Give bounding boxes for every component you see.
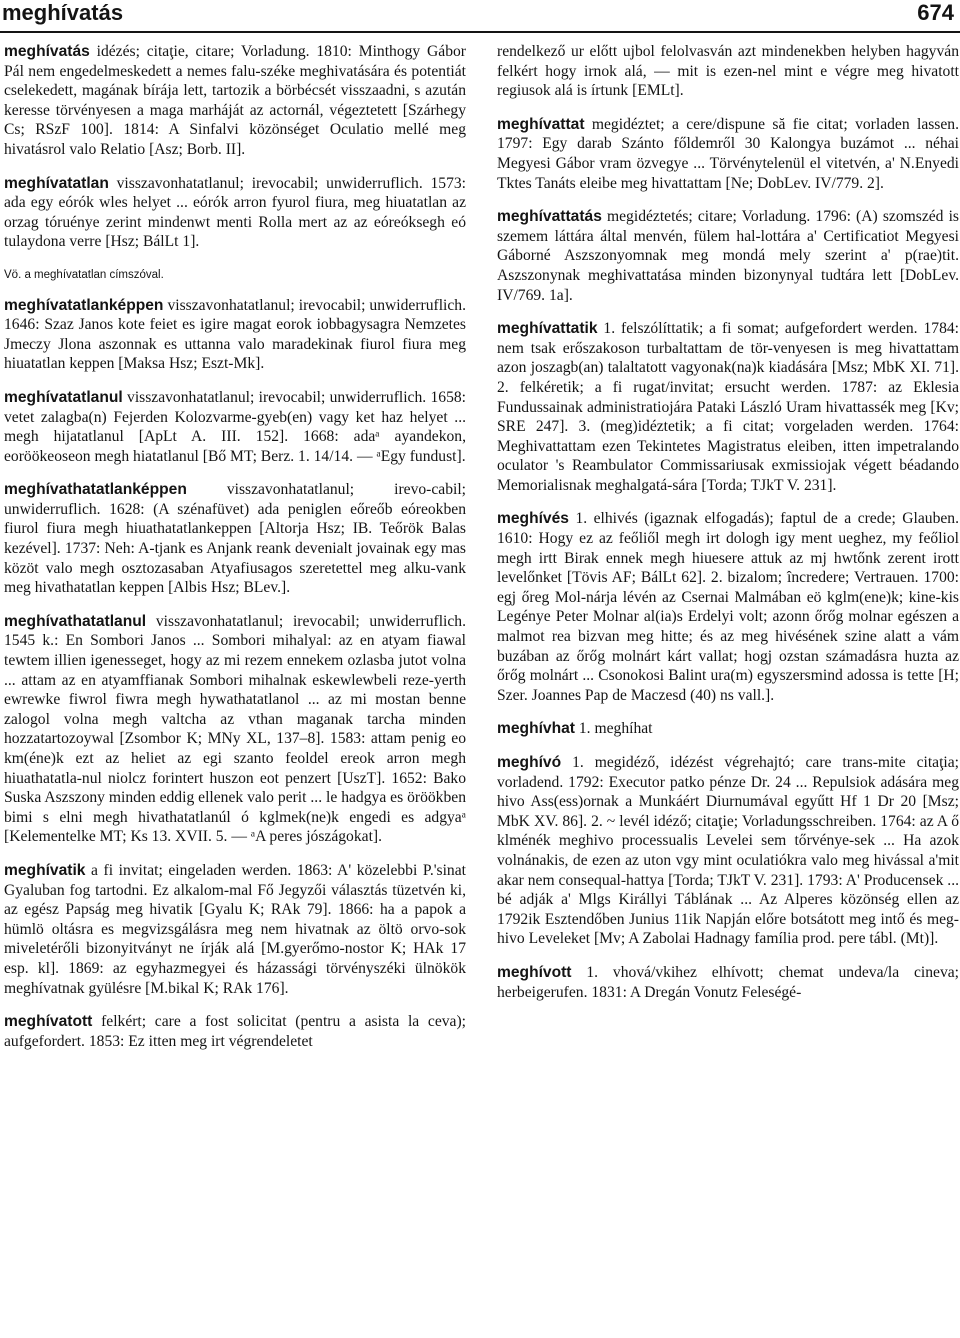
entry-headword: meghívathatatlanképpen <box>4 481 187 499</box>
entry-text: megidéztetés; citare; Vorladung. 1796: (A) szomszéd is szemem láttára által menvén, fülem hal-lottára a' Certificatiot Megyesi Gáborné Aszszonyomnak meg mondá mely szerint a' p(rae)tit. Aszszonynak meghivattatása minden bizonynyal tudtára lett [DobLev. IV/769. 1a]. <box>497 208 959 304</box>
entry-text: visszavonhatatlanul; irevocabil; unwiderruflich. 1646: Szaz Janos kote feiet es igire magat eorok iobbagysagra Nemzetes Jmeczy Jlona aszonnak es uttanna valo maradekinak fiurol fiura meg hiuatatlan keppen [Maksa Hsz; Eszt-Mk]. <box>4 296 466 373</box>
dictionary-entry <box>497 509 959 705</box>
entry-headword: meghívathatatlanul <box>4 612 147 630</box>
dictionary-entry <box>497 319 959 495</box>
entry-text: felkért; care a fost solicitat (pentru a asista la ceva); aufgefordert. 1853: Ez itten meg irt végrendeletet <box>4 1013 466 1050</box>
entry-headword: meghívó <box>497 754 562 771</box>
dictionary-entry <box>497 207 959 305</box>
page-number: 674 <box>917 0 954 25</box>
entry-text: 1. megidéző, idézést végrehajtó; care trans-mite citaţia; vorladend. 1792: Executor patko pénze Dr. 24 ... Repulsiok adására meg hivo Ass(ess)ornak a Munkáért Diurnumával egyűtt Hf 1 Dr 20 [Msz; MbK XV. 86]. 2. ~ levél idéző; citaţie; Vorladungsschreiben. 1764: az A ő klménék meghivo processualis Levelei sem tőrvénye-sek ... Ha azok volnánakis, de ezen az uton vgy mint oculatiókra valo meg hivással a'mit akar nem consequal-hattya [Torda; TJkT V. 231]. 1793: A' Producensek ... bé adják a' Mlgs Királlyi Táblának ... Az Alperes közönség ellen az 1792ik Esztendőben Junius 11ik Napján előre botsátott meg intő és meg-hivo Leveleket [Mv; A Zabolai Hadnagy família prod. pere tábl. (Mt)]. <box>497 754 959 948</box>
entry-headword: meghívatatlanképpen <box>4 296 164 314</box>
dictionary-entry <box>497 753 959 949</box>
entry-text: visszavonhatatlanul; irevocabil; unwiderruflich. 1573: ada egy eórók wles helyet ... eórók arron fyurol fiura, meg hiuatatlan az orzag tóruénye zerint mindenwt menti Rolla mert az az eóreóksegh eó tulaydona verre [Hsz; BálLt 1]. <box>4 174 466 251</box>
dictionary-entry <box>4 174 466 252</box>
dictionary-entry <box>497 42 959 101</box>
entry-text: visszavonhatatlanul; irevocabil; unwiderruflich. 1545 k.: En Sombori Janos ... Sombori mihalyal: az en atyam fiawal tewtem illien igenesseget, hogy az mi rezem ennekem ozlasba jutot volna ... attam az en atyamffianak Sombori mihalnak eskewlewbeli reze-yerth ewrewke fiwrol fiwra megh hywathatatlanol ... az mi mostan benne zalogol volna megh valtcha az vthan maganak tarcha minden hozzatartozoywal [Zsombor K; MNy XL, 137–8]. 1583: attam penig eo km(éne)k ezt az heliet az egi szanto feoldel ereok arron megh hiuathatatla-nul niolcz forintert huszon eot penzert [UszT]. 1652: Bako Suska Aszszony minden eddig ellenek valo perit ... le hadgya es öröökben bimi s elni megh hivathatatlanúl ó kglmek(ne)k engedi es adgyaᵃ [Kelementelke MT; Ks 13. XVII. 5. — ᵃA peres jószágokat]. <box>4 612 466 846</box>
entry-text: a fi invitat; eingeladen werden. 1863: A' közelebbi P.'sinat Gyaluban fog tartodni. Ez alkalom-mal Fő Jegyzői választás tüzetvén ki, az egész Papság meg hivatik [Gyalu K; RAk 79]. 1866: ha a papok a hümlö oltásra es megvizsgálásra meg nem hivatnak az öltö orvo-sok miveletérőli bizonyitványt ne írják alá [M.gyerőmo-nostor K; HAk 17 esp. kl]. 1869: az egyhazmegyei és házassági törvényszéki ülnökök meghívatnak gyülésre [M.bikal K; RAk 176]. <box>4 861 466 997</box>
entry-text: idézés; citaţie, citare; Vorladung. 1810: Minthogy Gábor Pál nem engedelmeskedett a nemes falu-széke meghivatására és potentiát cselekedett, magának bírája lett, tartozik a börbécsét visszaadni, s azután keresse törvényesen a maga marháját az actornál, végeztetett [Szárhegy Cs; RSzF 100]. 1814: A Sinfalvi közönséget Oculatio mellé meg hivatásrol valo Relatio [Asz; Borb. II]. <box>4 43 466 158</box>
entry-headword: meghívatás <box>4 43 90 60</box>
dictionary-entry <box>497 115 959 193</box>
dictionary-entry <box>4 480 466 598</box>
dictionary-entry <box>497 963 959 1002</box>
dictionary-entry <box>4 1012 466 1051</box>
entry-headword: meghívott <box>497 963 572 981</box>
entry-text: 1. vhová/vkihez elhívott; chemat undeva/la cineva; herbeigerufen. 1831: A Dregán Vonutz Feleségé- <box>497 963 959 1001</box>
entry-headword: meghívhat <box>497 720 575 738</box>
dictionary-entry <box>4 612 466 847</box>
entry-text: rendelkező ur előtt ujbol felolvasván azt mindenekben helyben hagyván felkért hogy irnok alá, — mit is ezen-nel mint e végre meg hivatott regiusok alá is írtunk [EMLt]. <box>497 43 959 100</box>
dictionary-entry <box>4 42 466 160</box>
right-column <box>497 42 959 1016</box>
entry-text: visszavonhatatlanul; irevo-cabil; unwiderruflich. 1628: (A szénafüvet) ada peniglen eőreőb eóreokben fiurol fiura megh hiuathatatlankeppen [Altorja Hsz; IB. Teőrök Balas kezével]. 1737: Neh: A-tjank es Anjank reank devenialt jovainak egy mas közöt valo megh osztozasaban Atyafiusagos szeretettel meg alku-vank meg hivathatatlan keppen [Albis Hsz; BLev.]. <box>4 481 466 597</box>
entry-headword: meghívés <box>497 510 569 528</box>
entry-headword: meghívatatlanul <box>4 388 123 406</box>
entry-headword: meghívatatlan <box>4 174 109 192</box>
dictionary-entry <box>4 861 466 998</box>
header-rule <box>0 31 960 33</box>
left-column <box>4 42 466 1065</box>
entry-headword: meghívattatás <box>497 208 602 226</box>
entry-headword: meghívatott <box>4 1013 93 1031</box>
dictionary-entry <box>497 719 959 739</box>
entry-text: 1. meghíhat <box>574 720 653 738</box>
entry-text: megidéztet; a cere/dispune să fie citat; vorladen lassen. 1797: Egy darab Szánto főldemről 30 Kalongya buzámot ... néhai Megyesi Gábor vram özvegye ... Törvénytelenül el vitetvén, a' N.Enyedi Tktes Tanáts eleibe meg hivattattam [Ne; DobLev. IV/779. 2]. <box>497 115 959 192</box>
page-header <box>0 0 960 32</box>
entry-text: 1. elhivés (igaznak elfogadás); faptul de a crede; Glauben. 1610: Hogy ez az feőliől megh irt dologh igy ment ueghez, my feőliol megh irtt Birak ennek megh hiuesere attuk az mj hwtőnk zerent irott levelőnket [Tövis AF; BálLt 62]. 2. bizalom; încredere; Vertrauen. 1700: egj őreg Mol-nárja lévén az Csernai Malmában eö kglm(ene)k; kine-kis Legénye Peter Molnar al(ia)s Erdelyi volt; azonn őrőg molnar egészen a malmot rea bizvan meg hitte; és az meg hivésének szine alatt a vám buzában az őrőg molnárt kárt vallat; hogj ozstan számadásra huzta az őrőg molnárt ... Csonokosi Balint ura(m) egyszersmind adossa is tette [H; Szer. Joannes Pap de Maczesd (40) ns vall.]. <box>497 510 959 704</box>
entry-headword: meghívattat <box>497 115 585 133</box>
dictionary-entry <box>4 388 466 466</box>
entry-text: visszavonhatatlanul; irevocabil; unwiderruflich. 1658: vetet zalagba(n) Fejerden Kolozvarme-gyeb(en) vagy ket haz helyet ... megh hijatatlanul [ApLt A. III. 152]. 1668: adaᵃ ayandekon, eoröökeoseon megh hiatatlanul [Bő MT; Berz. 1. 14/14. — ᵃEgy fundust]. <box>4 388 466 465</box>
entry-headword: meghívatik <box>4 861 86 879</box>
entry-headword: meghívattatik <box>497 320 598 338</box>
running-headword: meghívatás <box>2 0 124 25</box>
entry-text: 1. felszólíttatik; a fi somat; aufgefordert werden. 1784: nem tsak erőszakoson turbaltattam de tör-venyesen is meg hivattattam azon joszagb(an) talaltatott vagyonak(na)k kiadására [Msz; MbK XI. 71]. 2. felkéretik; a fi rugat/invitat; ersucht werden. 1787: az Eklesia Fundussainak administratiojára Pataki László Uram hivattassék meg [Kv; SRE 247]. 3. (meg)idéztetik; a fi citat; vorgeladen werden. 1764: Meghivattattam ezen Tekintetes Magistratus eleiben, itten impetralando oculator 's Reambulator Commissariusak exmissiojak végett béadando Memorialisnak meghalgatá-sára [Torda; TJkT V. 231]. <box>497 320 959 494</box>
dictionary-entry <box>4 296 466 374</box>
cross-reference-note: Vö. a meghívatatlan címszóval. <box>4 268 164 281</box>
